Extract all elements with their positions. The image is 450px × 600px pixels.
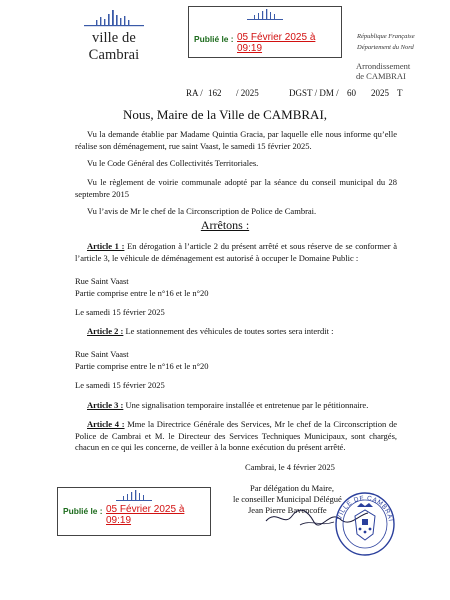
publication-stamp-bottom	[57, 487, 211, 536]
ref-letter: T	[397, 88, 403, 98]
stamp-date: 05 Février 2025 à 09:19	[106, 504, 185, 526]
publication-stamp-top	[188, 6, 342, 58]
article-4-label: Article 4 :	[87, 419, 125, 429]
arretons-heading: Arrêtons :	[200, 218, 250, 232]
article-1-text: En dérogation à l’article 2 du présent arrêté et sous réserve de se conformer à l’article 3, le véhicule de déménagement est autorisé à occuper le Domaine Public :	[75, 241, 398, 263]
city-seal	[333, 490, 397, 558]
article-3	[75, 400, 397, 412]
article-2-label: Article 2 :	[87, 326, 124, 336]
article-1-part: Partie comprise entre le n°16 et le n°20	[75, 288, 209, 298]
article-1-date: Le samedi 15 février 2025	[75, 307, 165, 317]
skyline-icon	[114, 490, 154, 502]
department-label: Département du Nord	[357, 44, 414, 51]
article-4-text: Mme la Directrice Générale des Services, Mr le chef de la Circonscription de Police de Cambrai et M. le Directeur des Services Techniques Municipaux, sont chargés, chacun en ce qui les concerne, de veiller à la bonne exécution du présent arrêté.	[75, 419, 398, 452]
article-2-text: Le stationnement des véhicules de toutes sortes sera interdit :	[125, 326, 334, 336]
article-1	[75, 241, 397, 264]
preamble-reglement: Vu le règlement de voirie communale adopté par la séance du conseil municipal du 28 septembre 2015	[75, 177, 397, 199]
page-title: Nous, Maire de la Ville de CAMBRAI,	[122, 107, 328, 122]
logo-text: ville de Cambrai	[88, 30, 140, 63]
skyline-icon	[245, 9, 285, 21]
signature-line-2: le conseiller Municipal Délégué	[233, 494, 342, 504]
signature-line-1: Par délégation du Maire,	[250, 483, 335, 493]
republic-label: République Française	[357, 33, 415, 40]
article-2-street: Rue Saint Vaast	[75, 349, 129, 359]
ref-dgst-number: 60	[347, 88, 356, 98]
city-logo	[66, 8, 162, 64]
article-3-label: Article 3 :	[87, 400, 124, 410]
ref-ra: RA /	[186, 88, 203, 98]
arrondissement-city: de CAMBRAI	[356, 71, 406, 81]
skyline-icon	[66, 8, 162, 30]
article-3-text: Une signalisation temporaire installée et entretenue par le pétitionnaire.	[125, 400, 369, 410]
ref-ra-number: 162	[208, 88, 222, 98]
ref-dgst: DGST / DM /	[289, 88, 339, 98]
article-1-label: Article 1 :	[87, 241, 125, 251]
article-2	[75, 326, 397, 338]
place-date: Cambrai, le 4 février 2025	[245, 462, 335, 472]
article-2-part: Partie comprise entre le n°16 et le n°20	[75, 361, 209, 371]
article-4	[75, 419, 397, 454]
stamp-label: Publié le :	[63, 506, 103, 516]
article-2-date: Le samedi 15 février 2025	[75, 380, 165, 390]
preamble-code: Vu le Code Général des Collectivités Territoriales.	[87, 158, 259, 168]
stamp-label: Publié le :	[194, 34, 234, 44]
svg-text:VILLE DE CAMBRAI	[336, 495, 394, 522]
signature-line-3: Jean Pierre Bavencoffe	[248, 505, 327, 515]
preamble-police: Vu l’avis de Mr le chef de la Circonscription de Police de Cambrai.	[87, 206, 317, 216]
ref-dgst-year: 2025	[371, 88, 389, 98]
preamble-request: Vu la demande établie par Madame Quintia Gracia, par laquelle elle nous informe qu’elle réalise son déménagement, rue saint Vaast, le samedi 15 février 2025.	[75, 129, 397, 151]
stamp-date: 05 Février 2025 à 09:19	[237, 32, 316, 54]
arrondissement-label: Arrondissement	[356, 61, 411, 71]
article-1-street: Rue Saint Vaast	[75, 276, 129, 286]
seal-text: VILLE DE CAMBRAI	[336, 494, 394, 523]
ref-ra-year: / 2025	[236, 88, 259, 98]
